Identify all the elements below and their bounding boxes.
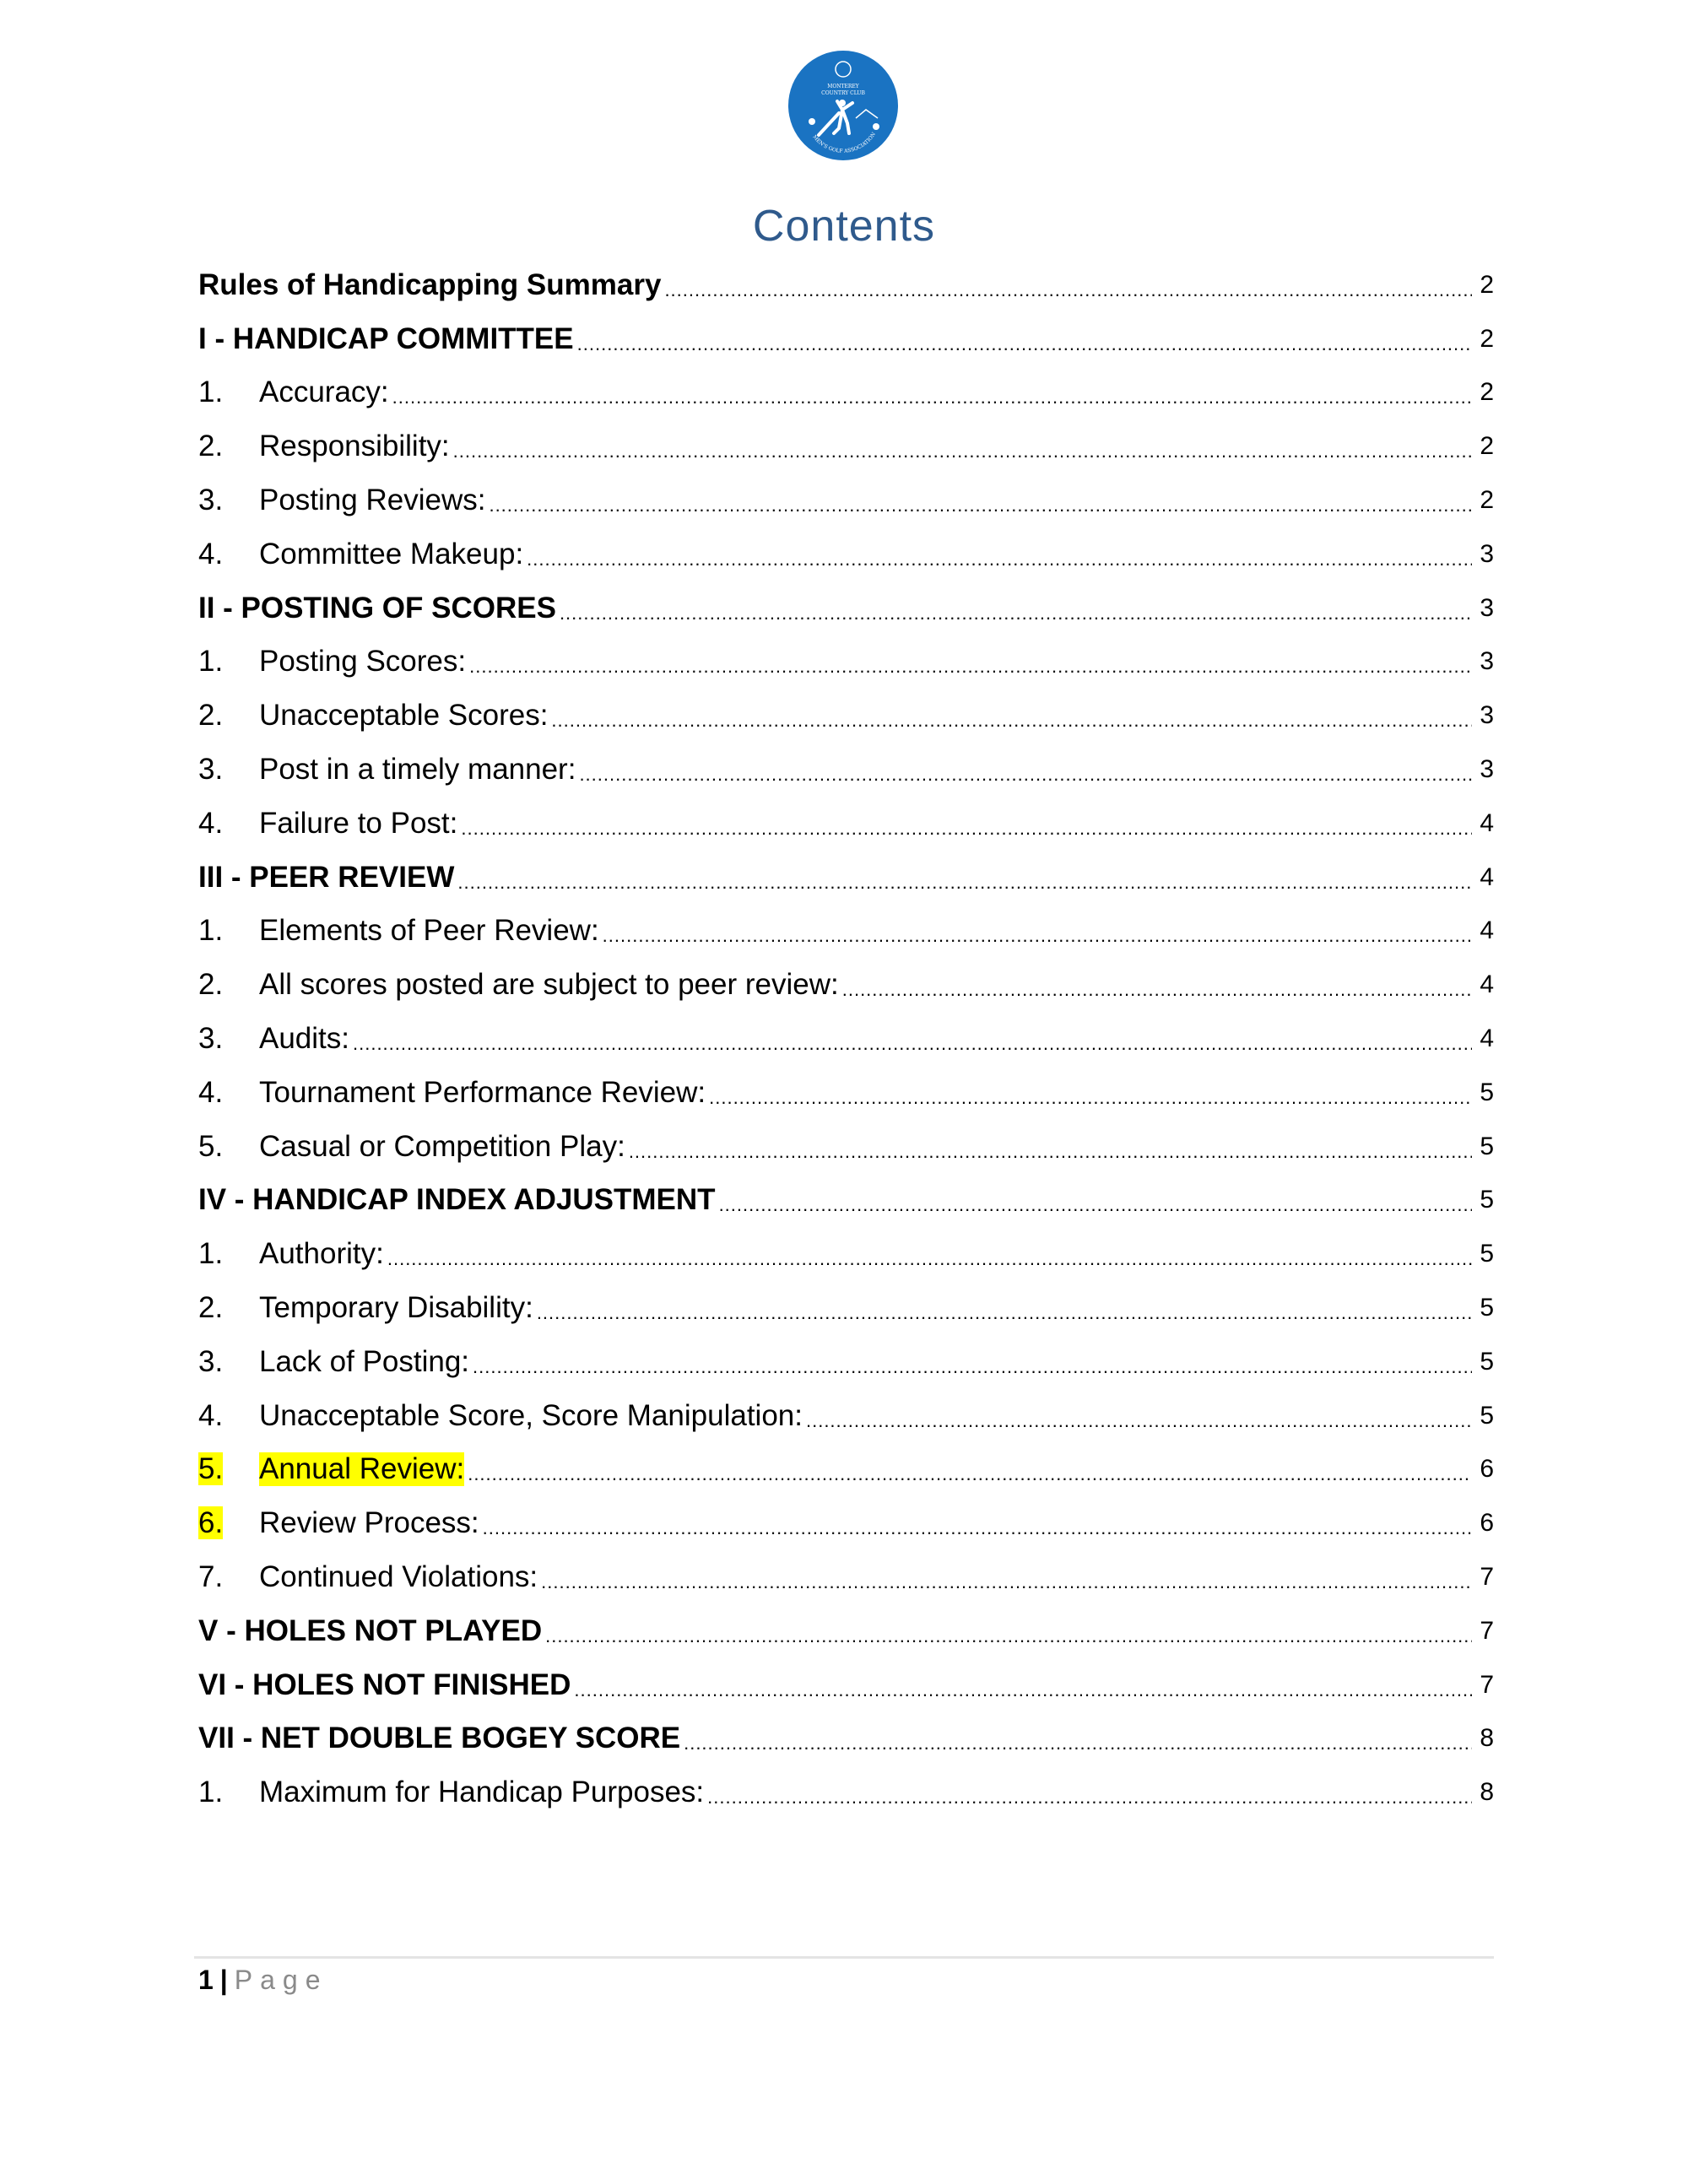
page-title: Contents [752, 202, 936, 251]
toc-entry-title[interactable]: Maximum for Handicap Purposes: [259, 1776, 705, 1809]
dot-leader [537, 1302, 1472, 1324]
toc-page-number[interactable]: 2 [1480, 432, 1494, 461]
dot-leader [468, 1463, 1472, 1485]
dot-leader [603, 925, 1472, 947]
toc-entry-title[interactable]: Review Process: [259, 1506, 479, 1540]
toc-entry-number: 2. [198, 1291, 224, 1325]
toc-section-heading[interactable] [198, 581, 1494, 635]
toc-entry-title[interactable]: Post in a timely manner: [259, 753, 576, 787]
toc-entry-number: 1. [198, 376, 224, 409]
dot-leader [392, 387, 1472, 408]
toc-entry-number: 1. [198, 1237, 224, 1271]
toc-entry-title[interactable]: Casual or Competition Play: [259, 1129, 625, 1163]
dot-leader [560, 603, 1472, 624]
dot-leader [489, 495, 1472, 516]
toc-entry-title[interactable]: Audits: [259, 1022, 349, 1056]
toc-entry[interactable] [198, 743, 1494, 797]
toc-page-number[interactable]: 4 [1480, 808, 1494, 837]
toc-entry-number: 1. [198, 914, 224, 948]
toc-entry[interactable] [198, 635, 1494, 689]
toc-page-number[interactable]: 5 [1480, 1401, 1494, 1430]
toc-entry[interactable] [198, 797, 1494, 851]
svg-text:MEN'S GOLF ASSOCIATION: MEN'S GOLF ASSOCIATION [811, 131, 878, 154]
toc-page-number[interactable]: 5 [1480, 1186, 1494, 1214]
toc-entry[interactable] [198, 527, 1494, 581]
toc-entry-number: 1. [198, 1776, 224, 1809]
toc-section-heading[interactable] [198, 1174, 1494, 1228]
toc-page-number[interactable]: 7 [1480, 1563, 1494, 1592]
toc-page-number[interactable]: 3 [1480, 647, 1494, 676]
dot-leader [551, 710, 1472, 732]
svg-text:COUNTRY CLUB: COUNTRY CLUB [821, 90, 865, 96]
toc-entry-title[interactable]: Rules of Handicapping Summary [198, 268, 662, 301]
dot-leader [453, 441, 1472, 462]
toc-entry[interactable] [198, 366, 1494, 420]
dot-leader [469, 656, 1472, 678]
dot-leader [579, 764, 1472, 786]
toc-page-number[interactable]: 3 [1480, 593, 1494, 622]
toc-entry-title[interactable]: VII - NET DOUBLE BOGEY SCORE [198, 1722, 681, 1755]
toc-entry[interactable] [198, 1765, 1494, 1819]
toc-entry-number: 5. [198, 1129, 224, 1163]
toc-page-number[interactable]: 5 [1480, 1294, 1494, 1322]
page-footer [198, 1965, 327, 1996]
toc-entry-number: 2. [198, 699, 224, 733]
toc-entry-title[interactable]: Posting Reviews: [259, 484, 486, 517]
toc-entry-title[interactable]: Accuracy: [259, 376, 389, 409]
toc-entry[interactable] [198, 1443, 1494, 1497]
toc-page-number[interactable]: 7 [1480, 1670, 1494, 1699]
dot-leader [664, 279, 1472, 301]
dot-leader [577, 333, 1472, 355]
toc-page-number[interactable]: 4 [1480, 916, 1494, 945]
toc-entry-title[interactable]: All scores posted are subject to peer review: [259, 968, 839, 1002]
toc-entry-number: 5. [198, 1452, 224, 1486]
dot-leader [483, 1517, 1472, 1539]
toc-entry-number: 2. [198, 968, 224, 1002]
toc-entry-title[interactable]: Posting Scores: [259, 645, 467, 678]
toc-section-heading[interactable] [198, 258, 1494, 312]
dot-leader [842, 979, 1472, 1001]
toc-entry-title[interactable]: I - HANDICAP COMMITTEE [198, 322, 574, 355]
toc-section-heading[interactable] [198, 1658, 1494, 1712]
toc-page-number[interactable]: 2 [1480, 324, 1494, 353]
toc-entry-title[interactable]: Unacceptable Score, Score Manipulation: [259, 1398, 803, 1432]
toc-page-number[interactable]: 4 [1480, 862, 1494, 891]
toc-section-heading[interactable] [198, 312, 1494, 366]
dot-leader [527, 549, 1472, 570]
toc-entry-number: 3. [198, 1022, 224, 1056]
dot-leader [541, 1571, 1472, 1593]
toc-section-heading[interactable] [198, 851, 1494, 905]
toc-entry-title[interactable]: Lack of Posting: [259, 1344, 470, 1378]
dot-leader [457, 872, 1472, 894]
footer-divider [194, 1956, 1494, 1959]
toc-page-number[interactable]: 6 [1480, 1455, 1494, 1484]
toc-entry-title[interactable]: Responsibility: [259, 430, 450, 463]
toc-entry-title[interactable]: III - PEER REVIEW [198, 860, 455, 894]
toc-entry-title[interactable]: Failure to Post: [259, 806, 458, 840]
toc-page-number[interactable]: 4 [1480, 970, 1494, 999]
toc-page-number[interactable]: 5 [1480, 1240, 1494, 1268]
toc-entry-number: 4. [198, 1075, 224, 1109]
toc-page-number[interactable]: 3 [1480, 539, 1494, 568]
toc-entry-number: 3. [198, 484, 224, 517]
toc-entry[interactable] [198, 1335, 1494, 1389]
toc-page-number[interactable]: 7 [1480, 1616, 1494, 1645]
toc-entry-number: 4. [198, 1398, 224, 1432]
toc-entry-number: 1. [198, 645, 224, 678]
footer-separator: | [219, 1965, 228, 1995]
dot-leader [719, 1194, 1472, 1216]
toc-entry[interactable] [198, 958, 1494, 1012]
dot-leader [473, 1356, 1472, 1378]
toc-entry-title[interactable]: V - HOLES NOT PLAYED [198, 1614, 543, 1647]
toc-entry[interactable] [198, 689, 1494, 743]
toc-entry-title[interactable]: Continued Violations: [259, 1560, 538, 1594]
toc-entry-title[interactable]: Tournament Performance Review: [259, 1075, 706, 1109]
dot-leader [629, 1141, 1472, 1163]
toc-entry[interactable] [198, 1281, 1494, 1335]
dot-leader [387, 1248, 1472, 1270]
toc-entry[interactable] [198, 1550, 1494, 1604]
dot-leader [545, 1625, 1472, 1647]
toc-entry-number: 3. [198, 753, 224, 787]
toc-entry-title[interactable]: Elements of Peer Review: [259, 914, 599, 948]
toc-entry[interactable] [198, 473, 1494, 527]
toc-page-number[interactable]: 2 [1480, 270, 1494, 299]
toc-entry-number: 6. [198, 1506, 224, 1540]
toc-page-number[interactable]: 8 [1480, 1724, 1494, 1753]
dot-leader [353, 1033, 1472, 1055]
toc-entry-number: 4. [198, 806, 224, 840]
toc-page-number[interactable]: 3 [1480, 755, 1494, 784]
toc-entry-title[interactable]: VI - HOLES NOT FINISHED [198, 1668, 571, 1701]
toc-entry[interactable] [198, 1389, 1494, 1443]
toc-entry-title[interactable]: II - POSTING OF SCORES [198, 591, 556, 624]
table-of-contents [198, 258, 1494, 1819]
dot-leader [707, 1787, 1472, 1808]
toc-page-number[interactable]: 5 [1480, 1078, 1494, 1106]
dot-leader [684, 1733, 1472, 1754]
toc-section-heading[interactable] [198, 1604, 1494, 1658]
toc-entry[interactable] [198, 1012, 1494, 1066]
toc-entry-title[interactable]: Authority: [259, 1237, 384, 1271]
dot-leader [806, 1410, 1472, 1432]
toc-entry-number: 4. [198, 537, 224, 570]
toc-entry[interactable] [198, 1496, 1494, 1550]
toc-section-heading[interactable] [198, 1712, 1494, 1766]
dot-leader [709, 1087, 1472, 1109]
dot-leader [461, 818, 1472, 840]
toc-page-number[interactable]: 2 [1480, 378, 1494, 407]
toc-entry-title[interactable]: IV - HANDICAP INDEX ADJUSTMENT [198, 1183, 716, 1217]
toc-entry-number: 3. [198, 1344, 224, 1378]
page-label: Page [234, 1965, 328, 1995]
club-logo [788, 51, 898, 160]
toc-entry-title[interactable]: Temporary Disability: [259, 1291, 533, 1325]
toc-entry-title[interactable]: Unacceptable Scores: [259, 699, 549, 733]
toc-page-number[interactable]: 3 [1480, 701, 1494, 730]
toc-entry-title[interactable]: Committee Makeup: [259, 537, 524, 570]
toc-page-number[interactable]: 4 [1480, 1024, 1494, 1053]
dot-leader [574, 1679, 1472, 1701]
toc-entry-number: 2. [198, 430, 224, 463]
toc-entry[interactable] [198, 1066, 1494, 1120]
toc-page-number[interactable]: 5 [1480, 1347, 1494, 1376]
toc-page-number[interactable]: 8 [1480, 1778, 1494, 1807]
page-number: 1 [198, 1965, 214, 1995]
toc-entry[interactable] [198, 419, 1494, 473]
toc-entry[interactable] [198, 1120, 1494, 1174]
golfer-emblem-icon [788, 51, 898, 160]
toc-entry-title[interactable]: Annual Review: [259, 1452, 465, 1486]
toc-page-number[interactable]: 2 [1480, 486, 1494, 515]
toc-page-number[interactable]: 6 [1480, 1509, 1494, 1538]
toc-entry-number: 7. [198, 1560, 224, 1594]
svg-text:MONTEREY: MONTEREY [827, 84, 859, 89]
toc-page-number[interactable]: 5 [1480, 1132, 1494, 1160]
toc-entry[interactable] [198, 905, 1494, 959]
toc-entry[interactable] [198, 1227, 1494, 1281]
